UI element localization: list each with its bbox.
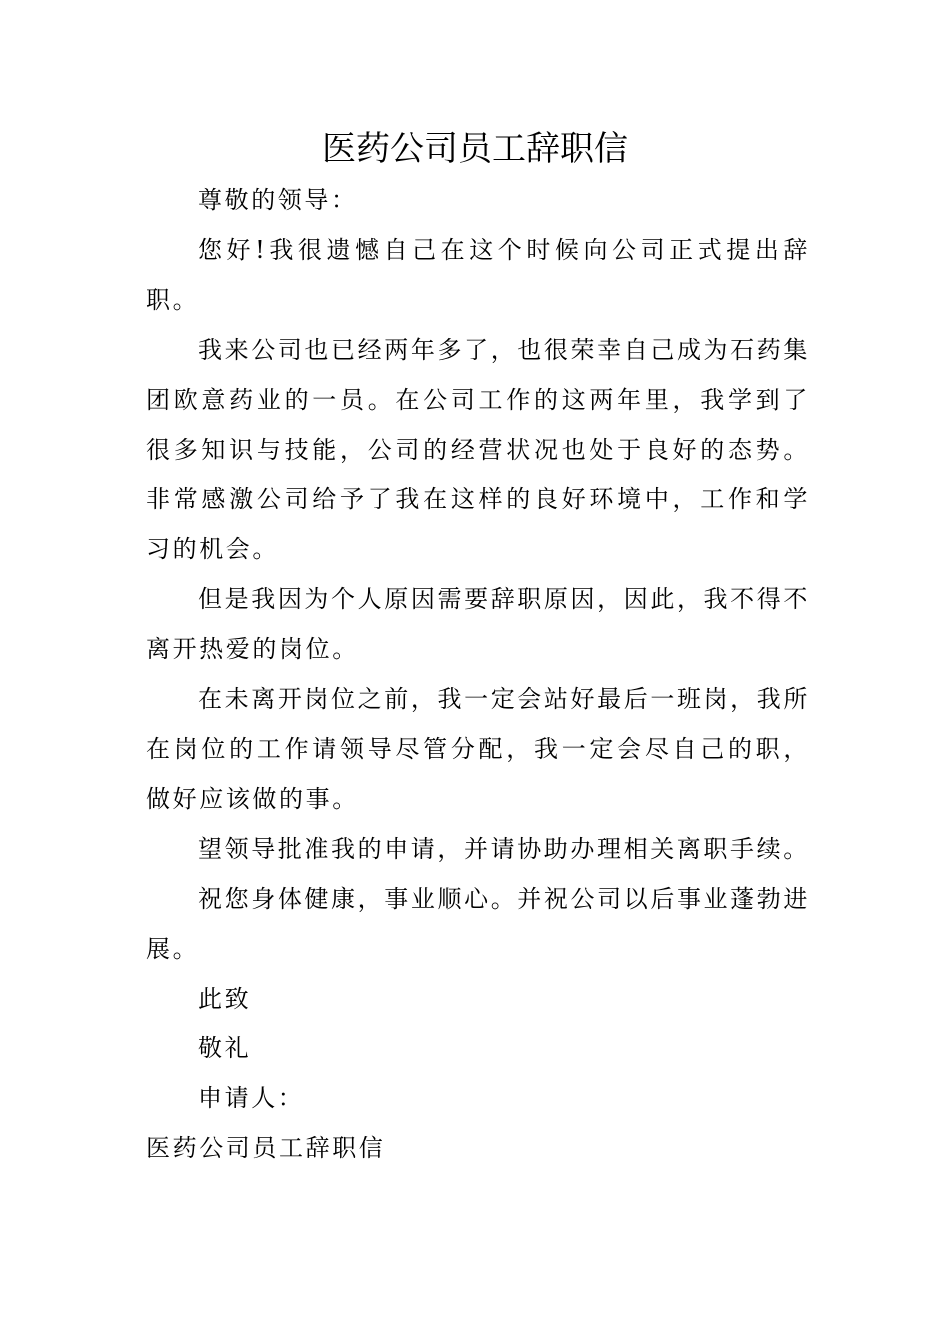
closing-regards: 敬礼 <box>198 1034 252 1063</box>
applicant-label: 申请人： <box>198 1084 305 1113</box>
paragraph-wishes: 祝您身体健康，事业顺心。并祝公司以后事业蓬勃进展。 <box>146 884 810 963</box>
paragraph-experience: 我来公司也已经两年多了，也很荣幸自己成为石药集团欧意药业的一员。在公司工作的这两年里，我学到了很多知识与技能，公司的经营状况也处于良好的态势。非常感激公司给予了我在这样的良好环境中，工作和学习的机会。 <box>146 335 810 564</box>
paragraph-handover: 在未离开岗位之前，我一定会站好最后一班岗，我所在岗位的工作请领导尽管分配，我一定会尽自己的职，做好应该做的事。 <box>146 685 810 813</box>
document-title: 医药公司员工辞职信 <box>322 129 628 169</box>
closing-salutation: 此致 <box>198 984 252 1013</box>
footer-title: 医药公司员工辞职信 <box>146 1134 386 1163</box>
greeting: 尊敬的领导： <box>198 186 358 214</box>
letter-body <box>146 176 810 1174</box>
paragraph-reason: 但是我因为个人原因需要辞职原因，因此，我不得不离开热爱的岗位。 <box>146 585 810 664</box>
paragraph-request: 望领导批准我的申请，并请协助办理相关离职手续。 <box>198 834 810 863</box>
paragraph-opening: 您好!我很遗憾自己在这个时候向公司正式提出辞职。 <box>146 235 810 314</box>
